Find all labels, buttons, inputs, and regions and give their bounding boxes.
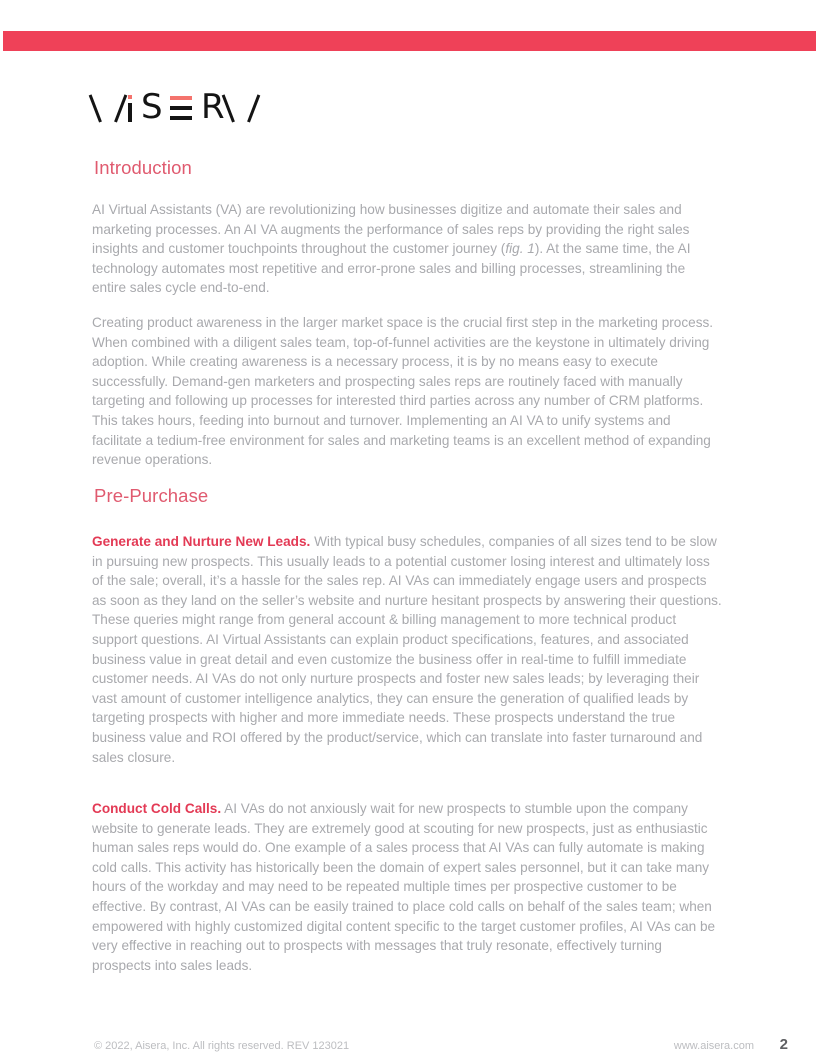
logo-letter-a-1 [97, 95, 119, 122]
logo-letter-a-2 [230, 95, 252, 122]
logo-i-dot-icon [128, 95, 132, 99]
paragraph-generate-nurture-new-leads [92, 532, 722, 767]
paragraph-text-continued: ). At the same time, the AI technology automates most repetitive and error-prone sales and billing processes, streamlining the entire sales cycle end-to-end. [92, 241, 691, 296]
paragraph-text: AI Virtual Assistants (VA) are revolutionizing how businesses digitize and automate their sales and marketing processes. An AI VA augments the performance of sales reps by providing the right sales insights and customer touchpoints throughout the customer journey ( [92, 202, 690, 257]
logo-letter-i [128, 95, 132, 122]
paragraph-text: AI VAs do not anxiously wait for new prospects to stumble upon the company website to generate leads. They are extremely good at scouting for new prospects, just as enthusiastic human sales reps would do. One example of a sales process that AI VAs can fully automate is making cold calls. This activity has historically been the domain of expert sales personnel, but it can take many hours of the workday and may need to be repeated multiple times per prospective customer to be effective. By contrast, AI VAs can be easily trained to place cold calls on behalf of the sales team; when empowered with highly customized digital content specific to the target customer profiles, AI VAs can be very effective in reaching out to prospects with messages that truly resonate, effectively turning prospects into sales leads. [92, 801, 716, 973]
footer-page-number: 2 [779, 1036, 788, 1053]
figure-reference: fig. 1 [505, 241, 535, 257]
logo-e-bar-middle [170, 106, 192, 110]
paragraph-conduct-cold-calls [92, 799, 722, 975]
logo-e-bar-top [170, 96, 192, 100]
footer-website-link[interactable]: www.aisera.com [673, 1040, 754, 1052]
lead-in-generate-and-nurture-new-leads: Generate and Nurture New Leads. [92, 534, 311, 549]
logo-letter-e [170, 95, 192, 122]
paragraph-text: With typical busy schedules, companies of all sizes tend to be slow in pursuing new prospects. This usually leads to a potential customer losing interest and ultimately loss of the sale; overall, it’s a hassle for the sales rep. AI VAs can immediately engage users and prospects as soon as they land on the seller’s website and nurture hesitant prospects by answering their questions. These queries might range from general account & billing management to more technical product support questions. AI Virtual Assistants can explain product specifications, features, and associated business value in great detail and even customize the business offer in real-time to fulfill immediate customer needs. AI VAs do not only nurture prospects and foster new sales leads; by leveraging their vast amount of customer intelligence analytics, they can ensure the generation of qualified leads by targeting prospects with higher and more immediate needs. These prospects understand the true business value and ROI offered by the product/service, which can translate into faster turnaround and sales closure. [92, 534, 722, 765]
footer-copyright: © 2022, Aisera, Inc. All rights reserved. REV 123021 [94, 1040, 350, 1052]
lead-in-conduct-cold-calls: Conduct Cold Calls. [92, 801, 222, 816]
section-heading-introduction: Introduction [94, 157, 192, 178]
page-footer [0, 1036, 816, 1060]
logo-e-bar-bottom [170, 116, 192, 120]
logo-letter-r: R [201, 87, 224, 127]
logo-i-stem [128, 103, 132, 122]
top-accent-bar [3, 31, 816, 51]
paragraph-introduction-1 [92, 200, 722, 298]
logo-letter-s: S [141, 87, 162, 127]
section-heading-pre-purchase: Pre-Purchase [94, 485, 209, 506]
aisera-logo [97, 86, 252, 127]
paragraph-introduction-2: Creating product awareness in the larger market space is the crucial first step in the marketing process. When combined with a diligent sales team, top-of-funnel activities are the keystone in ultimately driving adoption. While creating awareness is a necessary process, it is by no means easy to execute successfully. Demand-gen marketers and prospecting sales reps are routinely faced with manually targeting and following up processes for interested third parties across any number of CRM platforms. This takes hours, feeding into burnout and turnover. Implementing an AI VA to unify systems and facilitate a tedium-free environment for sales and marketing teams is an excellent method of expanding revenue operations. [92, 315, 714, 468]
